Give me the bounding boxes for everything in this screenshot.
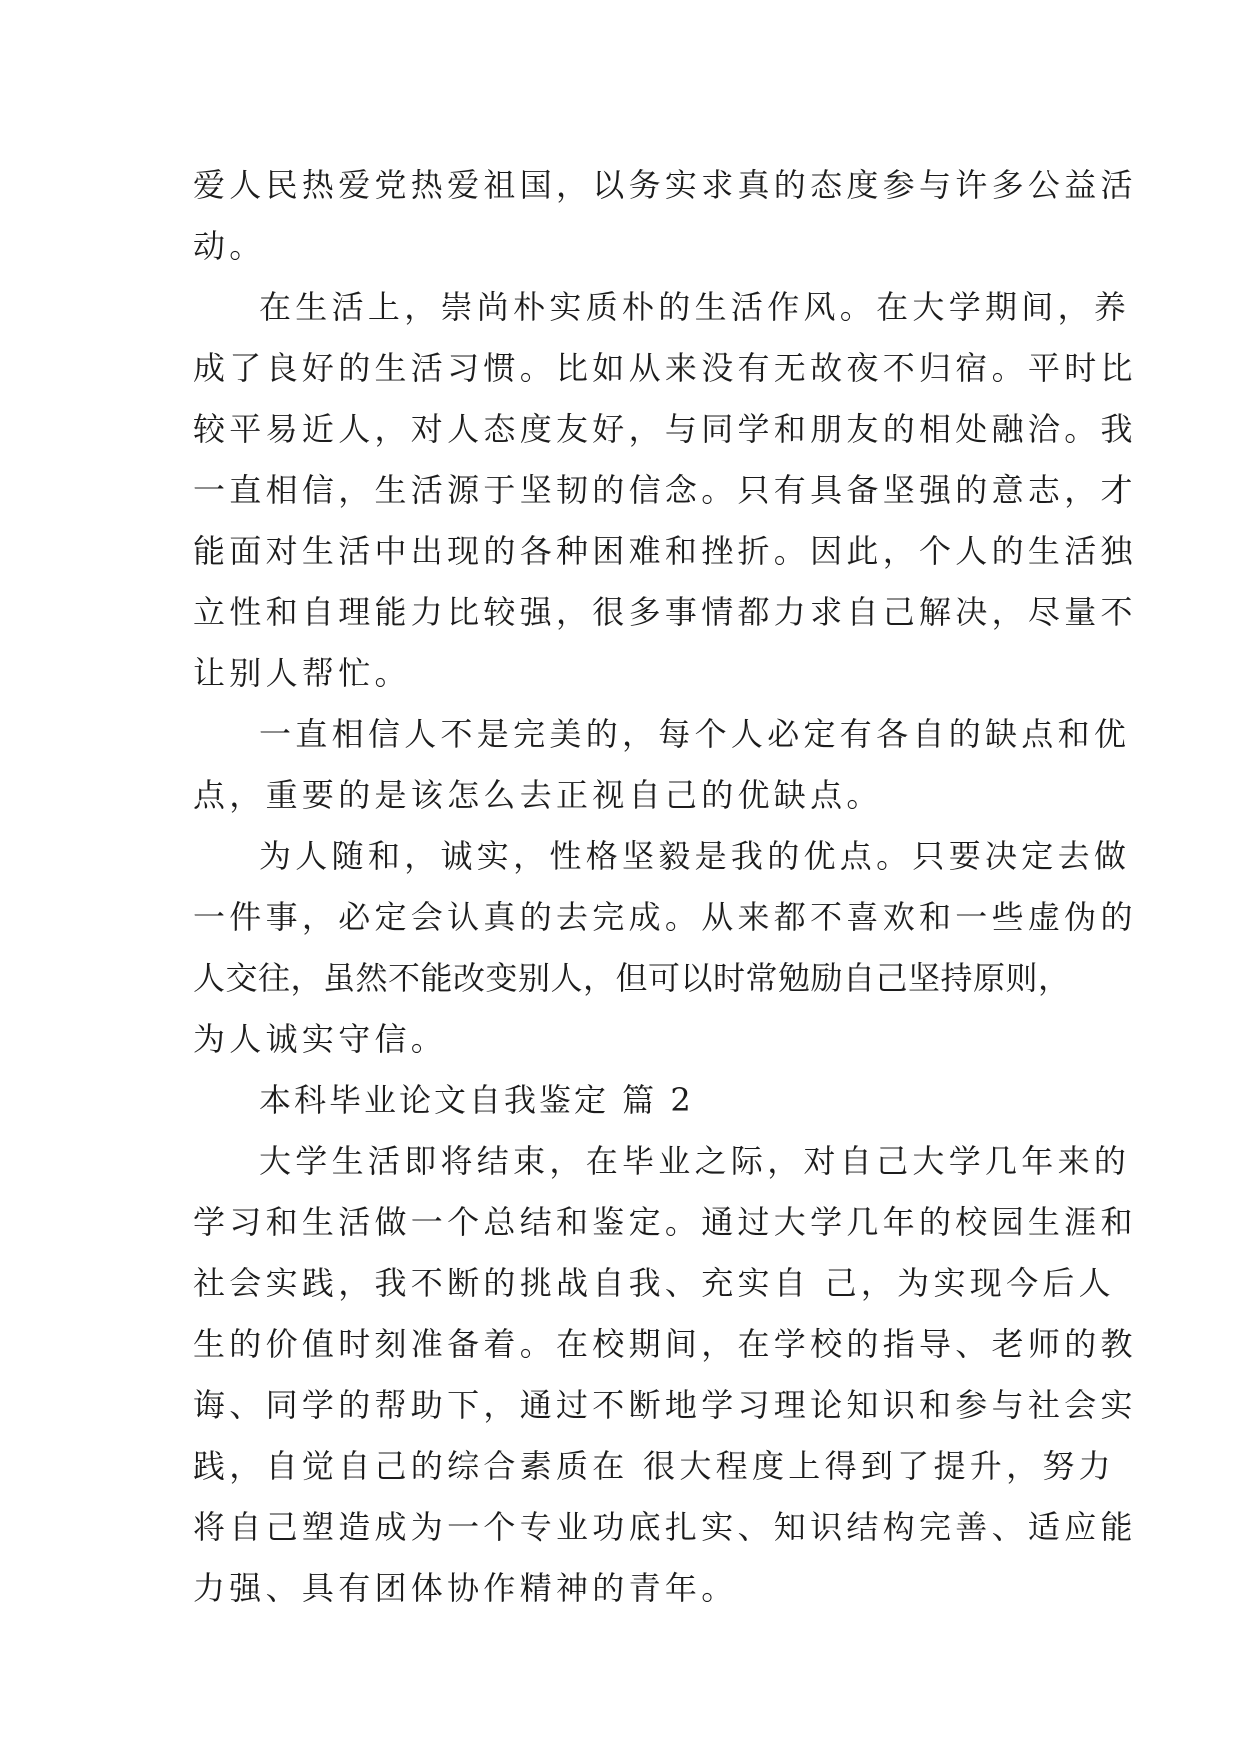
text-line: 能面对生活中出现的各种困难和挫折。因此，个人的生活独: [193, 532, 1137, 570]
text-line: 为人诚实守信。: [193, 1020, 448, 1058]
paragraph-start-line: 为人随和，诚实，性格坚毅是我的优点。只要决定去做: [259, 837, 1131, 875]
text-line: 人交往，虽然不能改变别人，但可以时常勉励自己坚持原则，: [193, 959, 1071, 997]
paragraph-start-line: 大学生活即将结束，在毕业之际，对自己大学几年来的: [259, 1142, 1131, 1180]
text-line: 立性和自理能力比较强，很多事情都力求自己解决，尽量不: [193, 593, 1137, 631]
paragraph-start-line: 一直相信人不是完美的，每个人必定有各自的缺点和优: [259, 715, 1131, 753]
text-line: 让别人帮忙。: [193, 654, 411, 692]
text-line: 诲、同学的帮助下，通过不断地学习理论知识和参与社会实: [193, 1386, 1137, 1424]
text-line: 动。: [193, 227, 266, 265]
text-line: 点，重要的是该怎么去正视自己的优缺点。: [193, 776, 883, 814]
text-line: 较平易近人，对人态度友好，与同学和朋友的相处融洽。我: [193, 410, 1137, 448]
text-line: 成了良好的生活习惯。比如从来没有无故夜不归宿。平时比: [193, 349, 1137, 387]
section-heading: 本科毕业论文自我鉴定 篇 2: [259, 1081, 694, 1119]
text-line: 践，自觉自己的综合素质在 很大程度上得到了提升，努力: [193, 1447, 1115, 1485]
document-page: [193, 155, 1137, 1619]
text-line: 一件事，必定会认真的去完成。从来都不喜欢和一些虚伪的: [193, 898, 1137, 936]
text-line: 一直相信，生活源于坚韧的信念。只有具备坚强的意志，才: [193, 471, 1137, 509]
text-line: 力强、具有团体协作精神的青年。: [193, 1569, 738, 1607]
text-line: 将自己塑造成为一个专业功底扎实、知识结构完善、适应能: [193, 1508, 1137, 1546]
text-line: 爱人民热爱党热爱祖国，以务实求真的态度参与许多公益活: [193, 166, 1137, 204]
text-line: 学习和生活做一个总结和鉴定。通过大学几年的校园生涯和: [193, 1203, 1137, 1241]
text-line: 社会实践，我不断的挑战自我、充实自 己，为实现今后人: [193, 1264, 1115, 1302]
paragraph-start-line: 在生活上，崇尚朴实质朴的生活作风。在大学期间，养: [259, 288, 1131, 326]
text-line: 生的价值时刻准备着。在校期间，在学校的指导、老师的教: [193, 1325, 1137, 1363]
